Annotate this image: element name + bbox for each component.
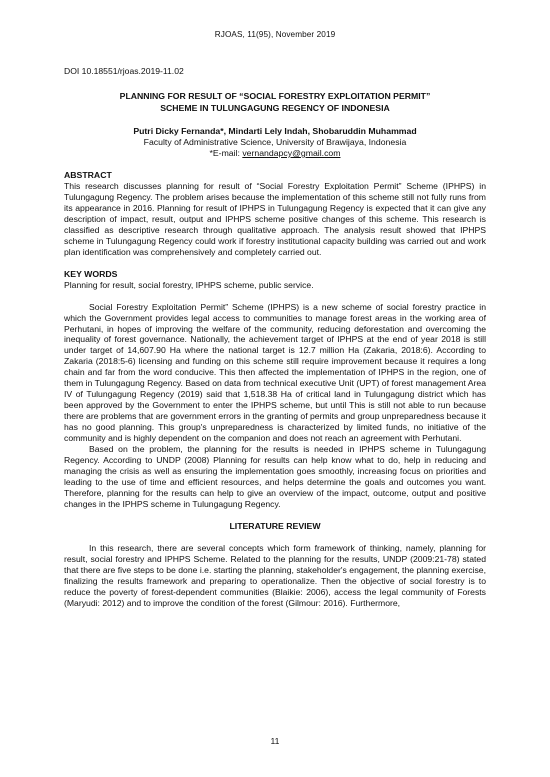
title-line-1: PLANNING FOR RESULT OF “SOCIAL FORESTRY EXPLOITATION PERMIT” — [119, 91, 431, 101]
affiliation: Faculty of Administrative Science, University of Brawijaya, Indonesia — [143, 137, 407, 147]
literature-heading: LITERATURE REVIEW — [229, 520, 321, 531]
email-line — [64, 148, 486, 159]
keywords-text: Planning for result, social forestry, IPHPS scheme, public service. — [64, 279, 314, 290]
title-line-2: SCHEME IN TULUNGAGUNG REGENCY OF INDONESIA — [160, 102, 390, 113]
keywords-heading: KEY WORDS — [64, 268, 118, 279]
doi: DOI 10.18551/rjoas.2019-11.02 — [64, 66, 184, 76]
intro-paragraph-1: Social Forestry Exploitation Permit” Scheme (IPHPS) is a new scheme of social forestry practice in which the Government provides legal access to communities to manage forest areas in the working area of Perhutani, in hopes of improving the welfare of the community, reducing deforestation and overcoming the inequality of forest governance. Nationally, the achievement target of IPHPS at the end of year 2018 is still under target of 14,607.90 Ha where the national target is 12.7 million Ha (Zakaria, 2018:6). According to Zakaria (2018:5-6) licensing and funding on this scheme still require improvement because it requires a long chain and far from the word conducive. This then affected the implementation of IPHPS in the region, one of them in Tulungagung Regency. Based on data from technical executive Unit (UPT) of forest management Area IV of Tulungagung Regency (2019) said that 1,518.38 Ha of critical land in Tulungagung district which has been approved by the Government to enter the IPHPS scheme, but until This is still not able to run because there are problems that are government errors in the granting of permits and group unpreparedness because it has no good planning. This group's unpreparedness is characterized by limited funds, no initiative of the community and is highly dependent on the companion and does not reach an agreement with Perhutani. — [64, 301, 486, 444]
paper-title — [64, 91, 486, 114]
page-number: 11 — [270, 736, 280, 746]
authors: Putri Dicky Fernanda*, Mindarti Lely Indah, Shobaruddin Muhammad — [133, 126, 417, 136]
spacer — [64, 291, 486, 302]
intro-paragraph-2: Based on the problem, the planning for the results is needed in IPHPS scheme in Tulungagung Regency. According to UNDP (2008) Planning for results can help know what to do, help in reducing and managing the crisis as well as ensuring the implementation goes smoothly, increasing focus on priorities and leading to the use of time and efficient resources, and helps determine the goals and outcomes you want. Therefore, planning for the results can help to give an overview of the impact, outcome, output and positive changes in the IPHPS scheme in Tulungagung Regency. — [64, 444, 486, 509]
literature-text: In this research, there are several concepts which form framework of thinking, namely, planning for result, social forestry and IPHPS Scheme. Related to the planning for the results, UNDP (2009:21-78) stated that there are five steps to be done i.e. starting the planning, stakeholder's engagement, the planning exercise, finalizing the results framework and preparing to operationalize. Then the objective of social forestry is to reduce the poverty of forest-dependent communities (Blaikie: 2006), access the legal community of Forests (Maryudi: 2012) and to improve the condition of the forest (Gilmour: 2016). Furthermore, — [64, 542, 486, 608]
running-header: RJOAS, 11(95), November 2019 — [214, 30, 336, 39]
email-label: *E-mail: — [209, 148, 243, 158]
abstract-text: This research discusses planning for result of “Social Forestry Exploitation Permit” Scheme (IPHPS) in Tulungagung Regency. The problem arises because the implementation of this scheme still not fully runs from its appearance in 2016. Planning for result of IPHPS in Tulungagung Regency is expected that it can give any description of impact, result, output and IPHPS scheme positive changes of this scheme. This research is classified as descriptive research through qualitative approach. The analysis result showed that IPHPS scheme in Tulungagung Regency could work if forestry institutional capacity building was carried out and work plan identification was comprehensively and completely carried out. — [64, 181, 486, 257]
abstract-heading: ABSTRACT — [64, 170, 112, 180]
email-link[interactable]: vernandapcy@gmail.com — [242, 148, 341, 158]
paper-body — [64, 66, 486, 608]
